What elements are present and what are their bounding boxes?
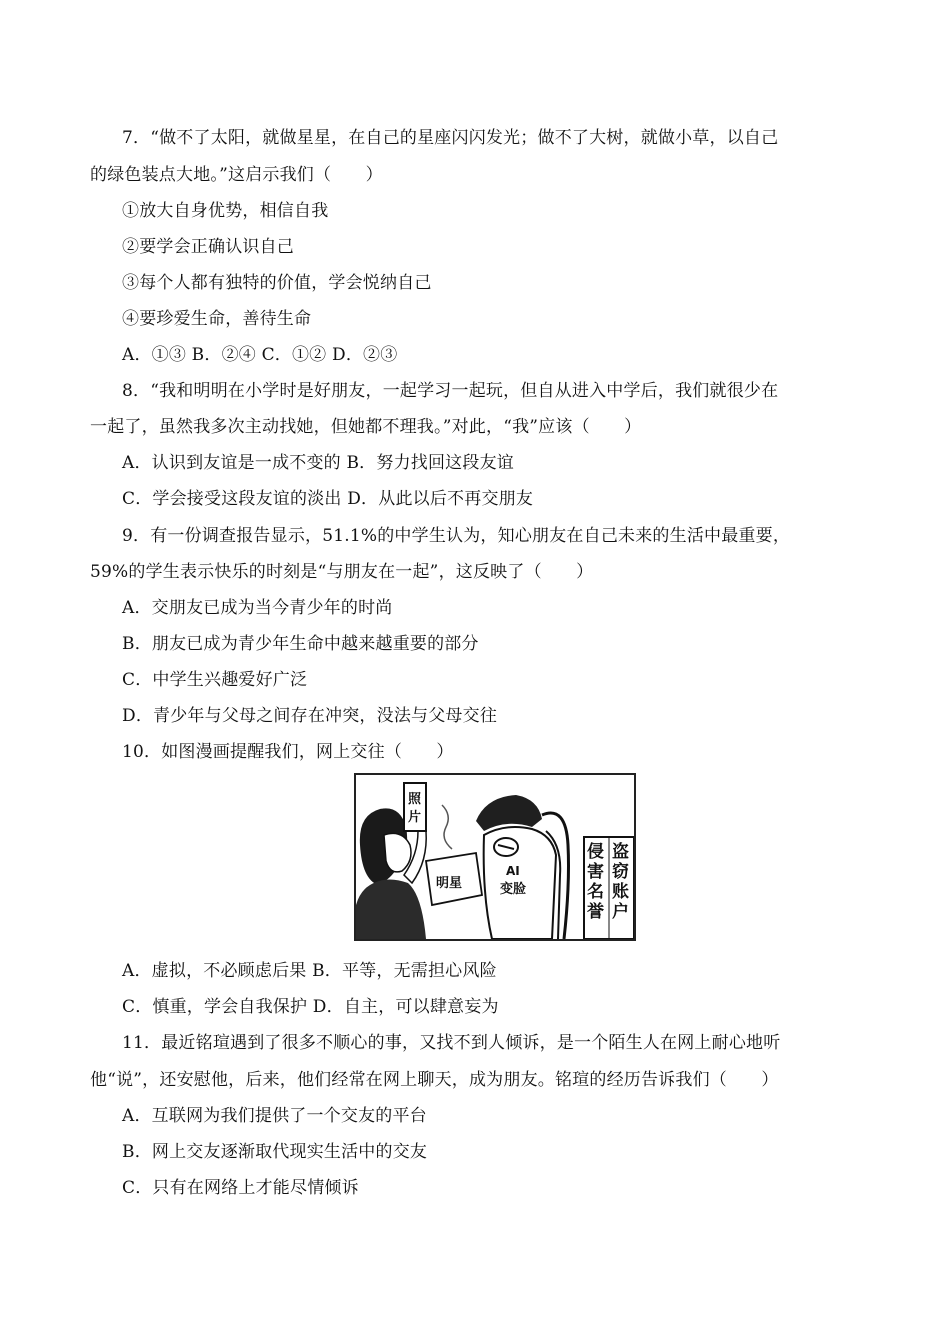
q7-stem-line2: 的绿色装点大地。”这启示我们（ ） [90,165,383,185]
sign-right-char-3: 账 [612,882,629,902]
q8-options-line1: A．认识到友谊是一成不变的 B．努力找回这段友谊 [122,453,514,473]
q10-options-line2: C．慎重，学会自我保护 D．自主，可以肆意妄为 [122,997,499,1017]
girl-face [384,833,411,872]
q9-option-b: B．朋友已成为青少年生命中越来越重要的部分 [122,634,479,654]
q9-option-c: C．中学生兴趣爱好广泛 [122,670,308,690]
q11-option-c: C．只有在网络上才能尽情倾诉 [122,1178,359,1198]
q9-option-d: D．青少年与父母之间存在冲突，没法与父母交往 [122,706,498,726]
q10-options-line1: A．虚拟，不必顾虑后果 B．平等，无需担心风险 [122,961,497,981]
q7-item-1: ①放大自身优势，相信自我 [122,201,329,221]
sign-left-char-3: 名 [587,882,604,902]
q7-item-2: ②要学会正确认识自己 [122,237,294,257]
q9-stem-line2: 59%的学生表示快乐的时刻是“与朋友在一起”，这反映了（ ） [90,562,594,582]
q7-item-4: ④要珍爱生命，善待生命 [122,309,312,329]
star-label: 明星 [436,876,463,891]
sign-right-char-4: 户 [612,902,629,922]
sign-left-char-4: 誉 [587,902,604,922]
sign-left-char-2: 害 [587,862,604,882]
q8-stem-line2: 一起了，虽然我多次主动找她，但她都不理我。”对此，“我”应该（ ） [90,417,642,437]
q11-option-a: A．互联网为我们提供了一个交友的平台 [122,1106,427,1126]
sign-right-char-1: 盗 [612,842,629,862]
q8-options-line2: C．学会接受这段友谊的淡出 D．从此以后不再交朋友 [122,489,534,509]
q11-option-b: B．网上交友逐渐取代现实生活中的交友 [122,1142,428,1162]
q10-stem: 10．如图漫画提醒我们，网上交往（ ） [122,742,454,762]
q7-stem-line1: 7．“做不了太阳，就做星星，在自己的星座闪闪发光；做不了大树，就做小草，以自己 [122,128,779,148]
q8-stem-line1: 8．“我和明明在小学时是好朋友，一起学习一起玩，但自从进入中学后，我们就很少在 [122,381,779,401]
sign-right-char-2: 窃 [612,862,629,882]
q11-stem-line1: 11．最近铭瑄遇到了很多不顺心的事，又找不到人倾诉，是一个陌生人在网上耐心地听 [122,1033,781,1053]
q7-item-3: ③每个人都有独特的价值，学会悦纳自己 [122,273,432,293]
photo-label-char-1: 照 [408,792,422,807]
sign-left-char-1: 侵 [587,842,604,862]
photo-label-char-2: 片 [408,810,422,825]
signal-wave [442,805,452,849]
machine-top [476,795,542,831]
ai-label: AI [506,864,520,878]
q11-stem-line2: 他“说”，还安慰他，后来，他们经常在网上聊天，成为朋友。铭瑄的经历告诉我们（ ） [90,1070,779,1090]
q9-stem-line1: 9．有一份调查报告显示，51.1%的中学生认为，知心朋友在自己未来的生活中最重要， [122,526,791,546]
girl-body [356,879,426,939]
q7-options: A．①③ B．②④ C．①② D．②③ [122,345,398,365]
q10-cartoon [354,773,636,941]
face-swap-label: 变脸 [500,882,527,897]
q9-option-a: A．交朋友已成为当今青少年的时尚 [122,598,393,618]
